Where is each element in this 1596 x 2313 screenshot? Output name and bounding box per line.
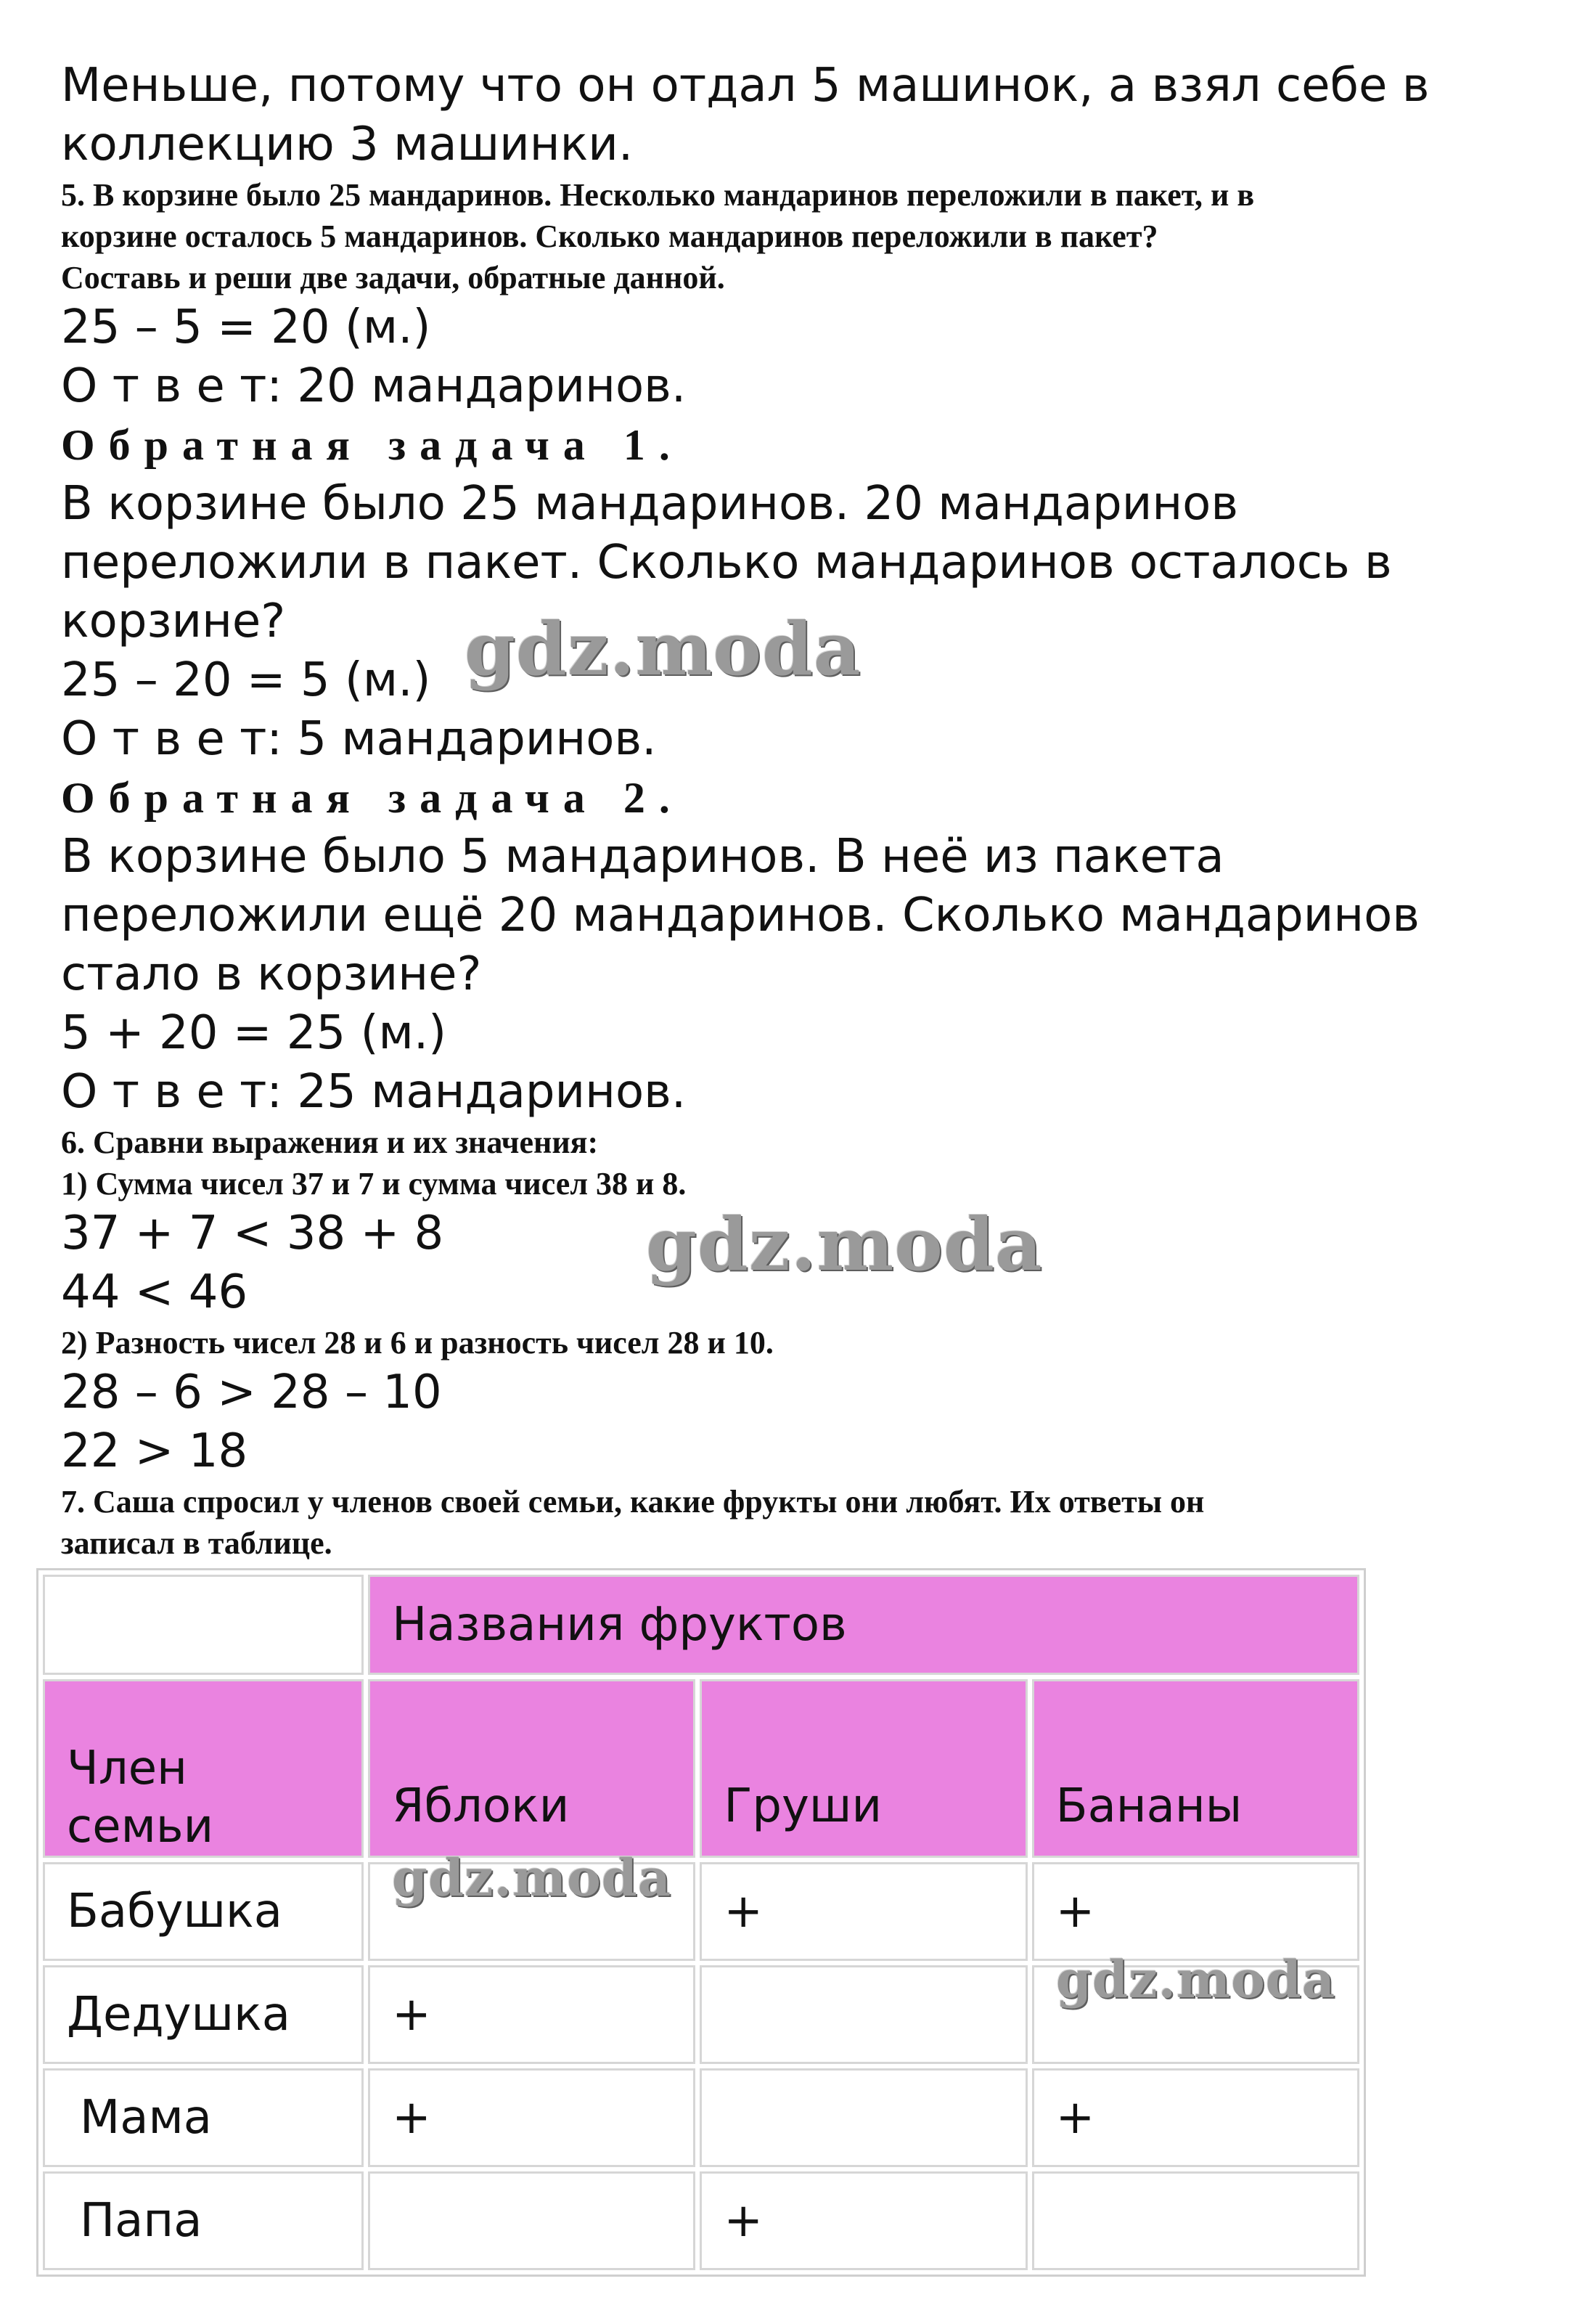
member-cell: Мама — [43, 2068, 364, 2167]
watermark: gdz.moda — [646, 1202, 1043, 1287]
inverse1-answer: О т в е т: 5 мандаринов. — [61, 712, 657, 766]
member-cell: Бабушка — [43, 1862, 364, 1961]
task7-prompt: 7. Саша спросил у членов своей семьи, какие фрукты они любят. Их ответы он — [61, 1484, 1205, 1519]
task5-prompt: Составь и реши две задачи, обратные данной. — [61, 260, 725, 295]
inverse1-solution: 25 – 20 = 5 (м.) — [61, 653, 431, 707]
family-member-header — [43, 1679, 364, 1858]
inverse2-text: стало в корзине? — [61, 947, 482, 1001]
task5-solution: 25 – 5 = 20 (м.) — [61, 301, 431, 354]
mark-cell: + — [700, 2171, 1027, 2270]
mark-cell — [1032, 2171, 1359, 2270]
fruit-header-apples: Яблоки — [368, 1679, 695, 1858]
table-row — [43, 2068, 1359, 2167]
inverse2-title: Обратная задача 2. — [61, 774, 684, 822]
mark-cell: + — [368, 2068, 695, 2167]
mark-cell: + — [1032, 1862, 1359, 1961]
family-member-header-line: Член — [67, 1742, 187, 1795]
fruit-header-bananas: Бананы — [1032, 1679, 1359, 1858]
mark-cell: + — [700, 1862, 1027, 1961]
task6-title: 6. Сравни выражения и их значения: — [61, 1125, 599, 1160]
mark-cell — [368, 2171, 695, 2270]
intro-line: коллекцию 3 машинки. — [61, 118, 634, 171]
task6-part2-values: 22 > 18 — [61, 1424, 248, 1478]
document-page — [61, 57, 1542, 1564]
task5-prompt: 5. В корзине было 25 мандаринов. Несколько мандаринов переложили в пакет, и в — [61, 177, 1255, 213]
family-member-header-line: семьи — [67, 1800, 214, 1853]
task6-part2-prompt: 2) Разность чисел 28 и 6 и разность чисел 28 и 10. — [61, 1325, 774, 1361]
mark-cell — [700, 2068, 1027, 2167]
task6-part1-prompt: 1) Сумма чисел 37 и 7 и сумма чисел 38 и 8. — [61, 1166, 687, 1202]
inverse1-text: В корзине было 25 мандаринов. 20 мандаринов — [61, 477, 1239, 531]
fruit-names-header: Названия фруктов — [368, 1575, 1359, 1675]
watermark: gdz.moda — [465, 606, 862, 692]
inverse2-text: переложили ещё 20 мандаринов. Сколько мандаринов — [61, 889, 1420, 942]
task5-answer: О т в е т: 20 мандаринов. — [61, 359, 687, 413]
fruit-header-pears: Груши — [700, 1679, 1027, 1858]
task6-part1-values: 44 < 46 — [61, 1265, 248, 1319]
intro-line: Меньше, потому что он отдал 5 машинок, а взял себе в — [61, 59, 1430, 113]
inverse1-text: корзине? — [61, 595, 286, 648]
mark-cell: + — [368, 1965, 695, 2064]
inverse2-solution: 5 + 20 = 25 (м.) — [61, 1006, 447, 1060]
table-corner-cell — [43, 1575, 364, 1675]
watermark: gdz.moda — [392, 1848, 672, 1908]
inverse1-text: переложили в пакет. Сколько мандаринов осталось в — [61, 536, 1392, 590]
task6-part2-expr: 28 – 6 > 28 – 10 — [61, 1366, 442, 1419]
member-cell: Папа — [43, 2171, 364, 2270]
mark-cell — [700, 1965, 1027, 2064]
task5-prompt: корзине осталось 5 мандаринов. Сколько мандаринов переложили в пакет? — [61, 219, 1158, 254]
member-cell: Дедушка — [43, 1965, 364, 2064]
watermark: gdz.moda — [1056, 1949, 1336, 2010]
fruit-preference-table — [36, 1568, 1366, 2277]
inverse1-title: Обратная задача 1. — [61, 421, 684, 469]
inverse2-answer: О т в е т: 25 мандаринов. — [61, 1065, 687, 1119]
table-row — [43, 1862, 1359, 1961]
mark-cell: + — [1032, 2068, 1359, 2167]
table-row — [43, 2171, 1359, 2270]
inverse2-text: В корзине было 5 мандаринов. В неё из пакета — [61, 830, 1224, 884]
task6-part1-expr: 37 + 7 < 38 + 8 — [61, 1207, 444, 1260]
task7-prompt: записал в таблице. — [61, 1525, 332, 1561]
